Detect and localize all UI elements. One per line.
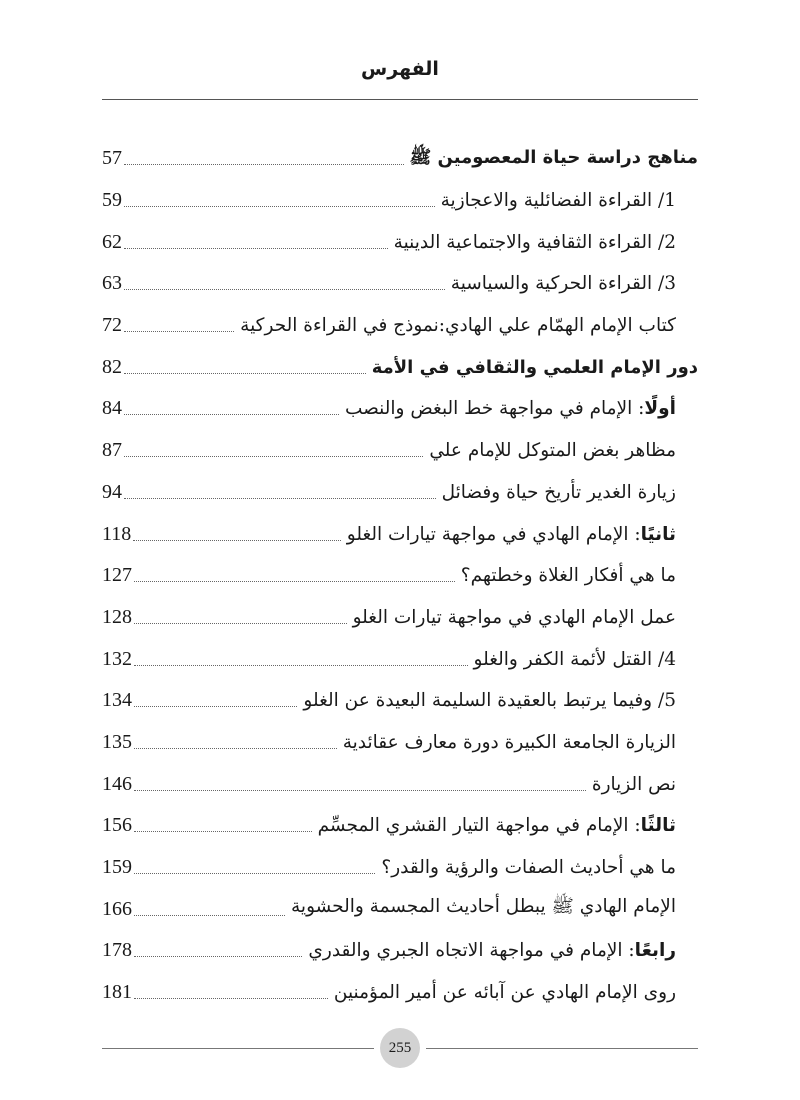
toc-entry-title: مناهج دراسة حياة المعصومين ﷺ (409, 146, 698, 168)
toc-entry-title: 4/ القتل لأئمة الكفر والغلو (473, 648, 676, 670)
toc-page-number: 132 (102, 647, 132, 670)
toc-page-number: 118 (102, 522, 132, 545)
dot-leader (134, 873, 375, 874)
toc-entry (102, 638, 698, 680)
toc-page-number: 128 (102, 605, 132, 628)
toc-entry-title: الزيارة الجامعة الكبيرة دورة معارف عقائدية (342, 731, 676, 753)
table-of-contents (102, 138, 698, 1013)
toc-entry-lead: أولًا (644, 398, 676, 420)
toc-entry (102, 472, 698, 514)
toc-entry (102, 263, 698, 305)
dot-leader (124, 289, 445, 290)
toc-entry-text: : الإمام في مواجهة الاتجاه الجبري والقدري (308, 940, 635, 962)
toc-page-number: 87 (102, 439, 122, 462)
toc-entry (102, 972, 698, 1014)
toc-page-number: 156 (102, 814, 132, 837)
toc-entry (102, 555, 698, 597)
toc-page-number: 57 (102, 147, 122, 170)
dot-leader (124, 498, 436, 499)
toc-entry-lead: ثانيًا (640, 523, 676, 545)
toc-entry-text: : الإمام في مواجهة التيار القشري المجسِّم (317, 815, 641, 837)
page-number: 255 (380, 1028, 420, 1068)
toc-entry (102, 597, 698, 639)
footer-divider-right (426, 1048, 698, 1049)
toc-entry-text: : الإمام الهادي في مواجهة تيارات الغلو (346, 523, 641, 545)
toc-page-number: 59 (102, 189, 122, 212)
toc-page-number: 62 (102, 230, 122, 253)
toc-entry-title (312, 815, 698, 836)
toc-page-number: 84 (102, 397, 122, 420)
toc-entry (102, 513, 698, 555)
toc-entry-title: 1/ القراءة الفضائلية والاعجازية (440, 190, 676, 212)
toc-entry-lead: ثالثًا (640, 815, 676, 837)
toc-page-number: 127 (102, 564, 132, 587)
toc-entry-lead: رابعًا (634, 940, 676, 962)
toc-entry (102, 138, 698, 180)
toc-entry (102, 805, 698, 847)
toc-entry-title: نص الزيارة (591, 773, 676, 795)
toc-page-number: 135 (102, 730, 132, 753)
toc-entry-title: دور الإمام العلمي والثقافي في الأمة (371, 356, 698, 378)
dot-leader (124, 331, 234, 332)
toc-entry (102, 388, 698, 430)
toc-page-number: 63 (102, 272, 122, 295)
toc-entry (102, 847, 698, 889)
toc-entry (102, 180, 698, 222)
dot-leader (133, 540, 341, 541)
toc-page-number: 82 (102, 355, 122, 378)
toc-entry (102, 930, 698, 972)
toc-entry (102, 763, 698, 805)
toc-entry-title (341, 524, 698, 545)
toc-entry-title: ما هي أحاديث الصفات والرؤية والقدر؟ (381, 857, 676, 879)
dot-leader (134, 748, 337, 749)
dot-leader (134, 956, 302, 957)
toc-entry (102, 680, 698, 722)
dot-leader (134, 998, 328, 999)
toc-page-number: 146 (102, 772, 132, 795)
toc-entry (102, 430, 698, 472)
dot-leader (134, 623, 347, 624)
dot-leader (124, 248, 388, 249)
dot-leader (124, 373, 366, 374)
toc-entry-title: روى الإمام الهادي عن آبائه عن أمير المؤمنين (333, 982, 676, 1004)
toc-page-number: 159 (102, 856, 132, 879)
toc-entry (102, 346, 698, 388)
toc-entry-title: زيارة الغدير تأريخ حياة وفضائل (441, 481, 676, 503)
toc-entry-title (302, 940, 698, 961)
dot-leader (134, 831, 312, 832)
toc-page-number: 178 (102, 939, 132, 962)
dot-leader (134, 581, 455, 582)
toc-entry-title: 5/ وفيما يرتبط بالعقيدة السليمة البعيدة عن الغلو (303, 690, 676, 712)
dot-leader (134, 665, 468, 666)
toc-entry (102, 722, 698, 764)
toc-entry (102, 305, 698, 347)
header-divider (102, 99, 698, 100)
toc-entry-title: كتاب الإمام الهمّام علي الهادي:نموذج في القراءة الحركية (240, 315, 676, 337)
toc-entry-title (339, 398, 698, 419)
footer-divider-left (102, 1048, 374, 1049)
dot-leader (124, 414, 339, 415)
page-title: الفهرس (361, 58, 439, 80)
toc-entry (102, 888, 698, 930)
toc-entry-title: 2/ القراءة الثقافية والاجتماعية الدينية (393, 231, 676, 253)
toc-entry-title: عمل الإمام الهادي في مواجهة تيارات الغلو (352, 606, 676, 628)
toc-page-number: 181 (102, 981, 132, 1004)
toc-entry-text: : الإمام في مواجهة خط البغض والنصب (344, 398, 645, 420)
dot-leader (134, 915, 285, 916)
toc-page-number: 134 (102, 689, 132, 712)
toc-entry-title: الإمام الهادي ﷺ يبطل أحاديث المجسمة والحشوية (291, 896, 676, 918)
dot-leader (124, 206, 435, 207)
toc-page-number: 72 (102, 314, 122, 337)
toc-entry-title: 3/ القراءة الحركية والسياسية (450, 273, 676, 295)
dot-leader (124, 456, 423, 457)
dot-leader (124, 164, 404, 165)
toc-entry-title: مظاهر بغض المتوكل للإمام علي (429, 440, 676, 462)
dot-leader (134, 790, 586, 791)
toc-entry-title: ما هي أفكار الغلاة وخطتهم؟ (460, 565, 676, 587)
dot-leader (134, 706, 297, 707)
toc-page-number: 94 (102, 480, 122, 503)
toc-page-number: 166 (102, 897, 132, 920)
toc-entry (102, 221, 698, 263)
